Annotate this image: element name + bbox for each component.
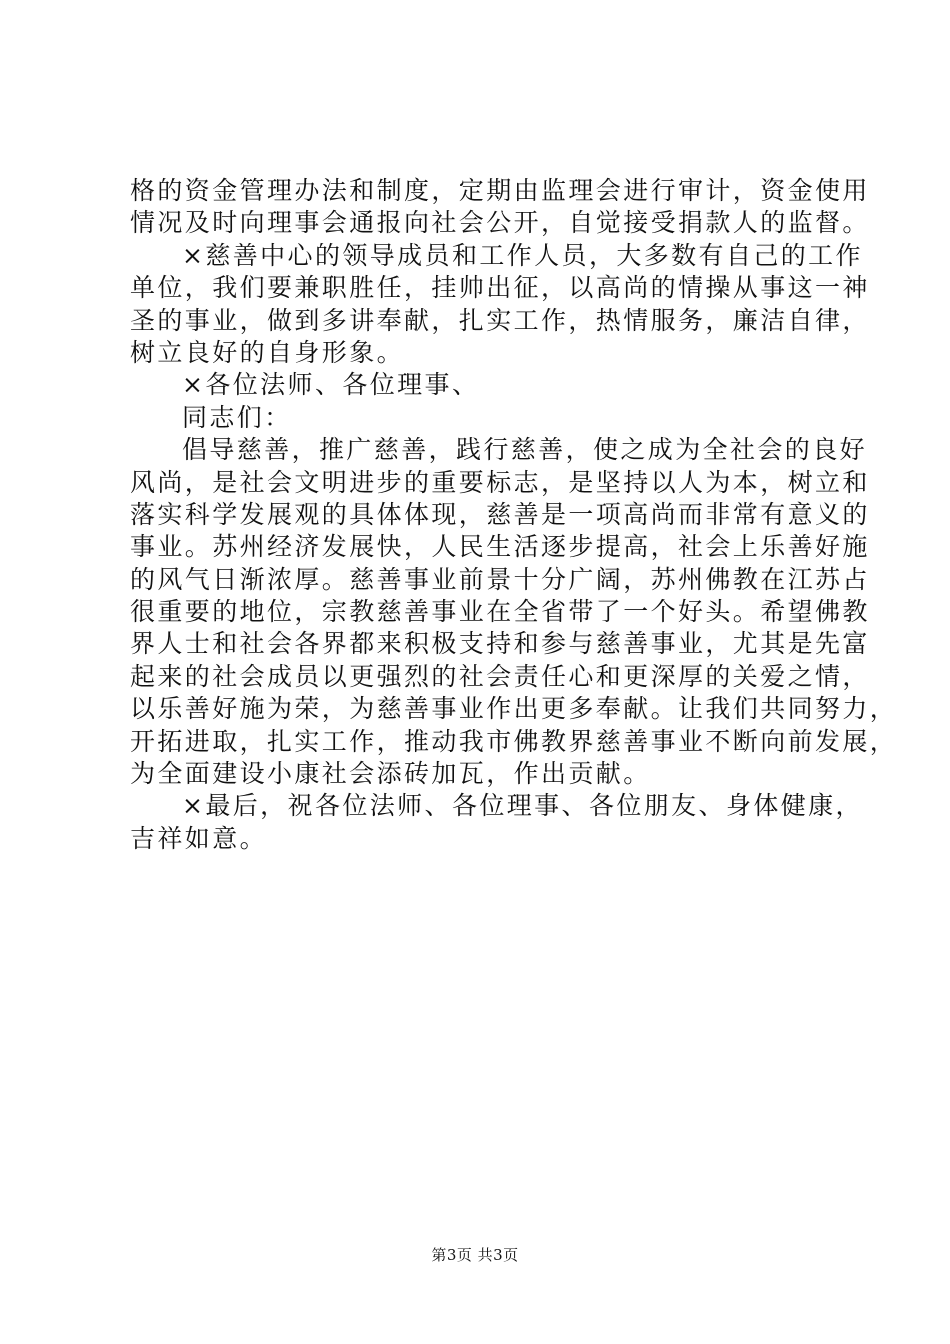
document-body: [130, 175, 898, 855]
text-line: 倡导慈善，推广慈善，践行慈善，使之成为全社会的良好: [182, 435, 868, 465]
text-line: 情况及时向理事会通报向社会公开，自觉接受捐款人的监督。: [130, 208, 870, 238]
text-line: 起来的社会成员以更强烈的社会责任心和更深厚的关爱之情，: [130, 661, 870, 691]
text-line: 界人士和社会各界都来积极支持和参与慈善事业，尤其是先富: [130, 629, 870, 659]
text-line: ×各位法师、各位理事、: [182, 370, 480, 400]
text-line: 同志们：: [182, 402, 292, 432]
text-line: 的风气日渐浓厚。慈善事业前景十分广阔，苏州佛教在江苏占: [130, 564, 870, 594]
text-line: 格的资金管理办法和制度，定期由监理会进行审计，资金使用: [130, 176, 870, 205]
page-footer: 第3页 共3页: [431, 1246, 519, 1264]
text-line: 很重要的地位，宗教慈善事业在全省带了一个好头。希望佛教: [130, 597, 870, 627]
text-line: 吉祥如意。: [130, 823, 268, 853]
text-line: 以乐善好施为荣，为慈善事业作出更多奉献。让我们共同努力，: [130, 694, 898, 724]
text-line: ×最后，祝各位法师、各位理事、各位朋友、身体健康，: [182, 791, 863, 821]
text-line: 风尚，是社会文明进步的重要标志，是坚持以人为本，树立和: [130, 467, 870, 497]
text-line: ×慈善中心的领导成员和工作人员，大多数有自己的工作: [182, 240, 863, 270]
text-line: 单位，我们要兼职胜任，挂帅出征，以高尚的情操从事这一神: [130, 273, 870, 303]
text-line: 事业。苏州经济发展快，人民生活逐步提高，社会上乐善好施: [130, 532, 870, 562]
text-line: 落实科学发展观的具体体现，慈善是一项高尚而非常有意义的: [130, 499, 870, 529]
text-line: 开拓进取，扎实工作，推动我市佛教界慈善事业不断向前发展，: [130, 726, 898, 756]
text-line: 树立良好的自身形象。: [130, 337, 405, 367]
text-line: 为全面建设小康社会添砖加瓦，作出贡献。: [130, 759, 651, 789]
text-line: 圣的事业，做到多讲奉献，扎实工作，热情服务，廉洁自律，: [130, 305, 870, 335]
